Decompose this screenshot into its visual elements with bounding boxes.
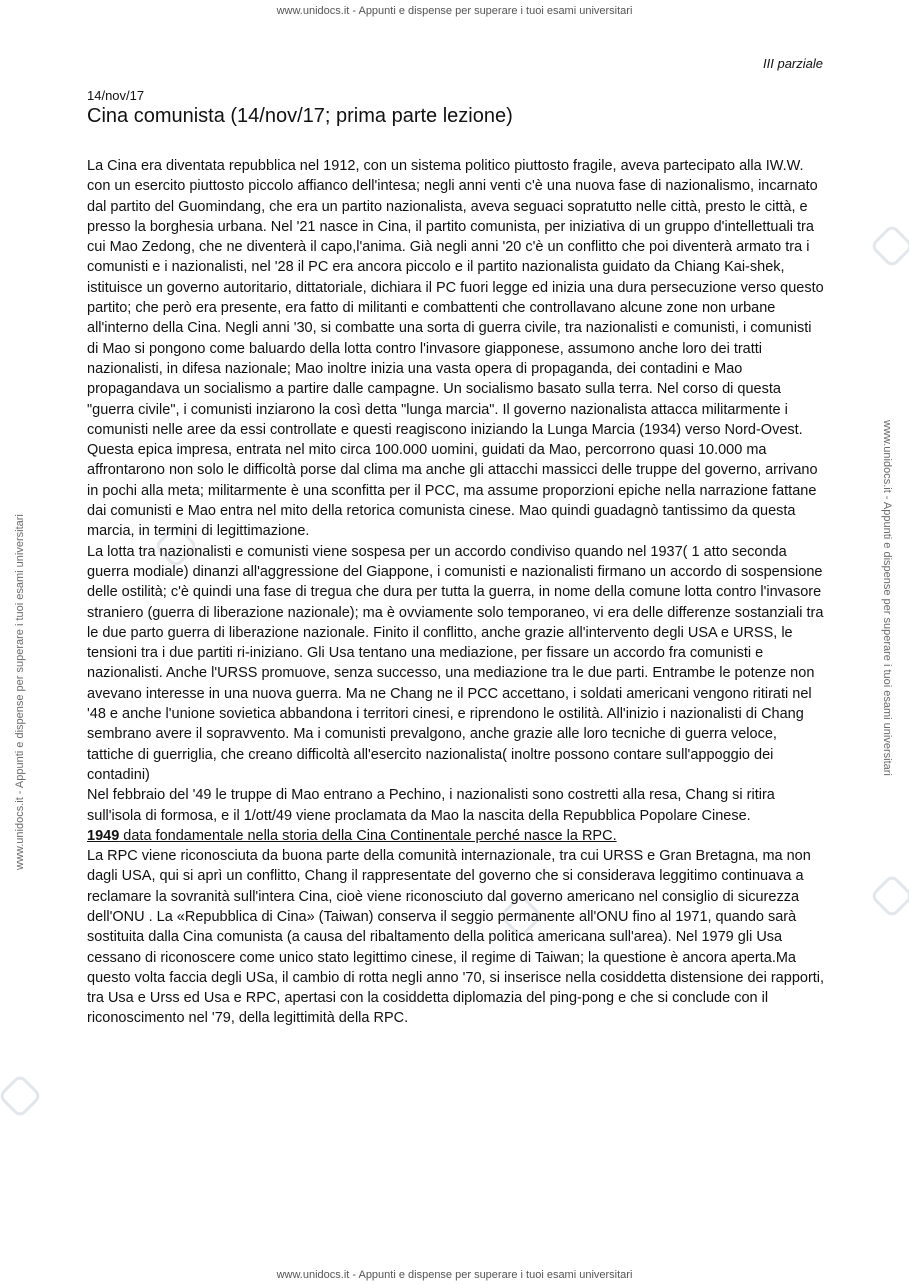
lecture-date: 14/nov/17 [87, 88, 145, 103]
watermark-logo-icon [869, 223, 909, 268]
watermark-bottom: www.unidocs.it - Appunti e dispense per superare i tuoi esami universitari [276, 1269, 633, 1281]
section-label: III parziale [763, 56, 823, 71]
watermark-right: www.unidocs.it - Appunti e dispense per superare i tuoi esami universitari [881, 420, 893, 776]
watermark-logo-icon [869, 873, 909, 918]
watermark-left: www.unidocs.it - Appunti e dispense per superare i tuoi esami universitari [14, 514, 26, 870]
watermark-top: www.unidocs.it - Appunti e dispense per superare i tuoi esami universitari [276, 5, 633, 17]
paragraph: La Cina era diventata repubblica nel 1912, con un sistema politico piuttosto fragile, aveva partecipato alla IW.W. con un esercito piuttosto piccolo affianco dell'intesa; negli anni venti c'è una nuova fase di nazionalismo, incarnato dal partito del Guomindang, che era un partito nazionalista, aveva seguaci sopratutto nelle città, presto le città, e presso la borghesia urbana. Nel '21 nasce in Cina, il partito comunista, per iniziativa di un gruppo d'intellettuali tra cui Mao Zedong, che ne diventerà il capo,l'anima. Già negli anni '20 c'è un conflitto che poi diventerà armato tra i comunisti e i nazionalisti, nel '28 il PC era ancora piccolo e il partito nazionalista guidato da Chiang Kai-shek, istituisce un governo autoritario, dittatoriale, dichiara il PC fuori legge ed inizia una dura persecuzione verso questo partito; che però era presente, era fatto di militanti e combattenti che controllavano alcune zone non urbane all'interno della Cina. Negli anni '30, si combatte una sorta di guerra civile, tra nazionalisti e comunisti, i comunisti di Mao si pongono come baluardo della lotta contro l'invasore giapponese, assumono anche loro dei tratti nazionalisti, in difesa nazionale; Mao inoltre inizia una vasta opera di propaganda, dei contadini e Mao propagandava un socialismo a partire dalle campagne. Un socialismo basato sulla terra. Nel corso di questa "guerra civile", i comunisti inziarono la così detta "lunga marcia". Il governo nazionalista attacca militarmente i comunisti nelle aree da essi controllate e questi reagiscono iniziando la Lunga Marcia (1934) verso Nord-Ovest. Questa epica impresa, entrata nel mito circa 100.000 uomini, guidati da Mao, percorrono quasi 10.000 ma affrontarono non solo le difficoltà porse dal clima ma anche gli attacchi massicci delle truppe del governo, arrivano in pochi alla meta; militarmente è una sconfitta per il PCC, ma assume proporzioni epiche nella narrazione fattane dai comunisti e Mao entra nel mito della retorica comunista cinese. Mao quindi guadagnò tantissimo da questa marcia, in termini di legittimazione. [87, 158, 824, 540]
paragraph: La RPC viene riconosciuta da buona parte della comunità internazionale, tra cui URSS e Gran Bretagna, ma non dagli USA, qui si aprì un conflitto, Chang il rappresentate del governo che si considerava leggitimo continuava a reclamare la sovranità sull'intera Cina, cioè viene riconosciuto dal governo americano nel consiglio di sicurezza dell'ONU . La «Repubblica di Cina» (Taiwan) conserva il seggio permanente all'ONU fino al 1971, quando sarà sostituita dalla Cina comunista (a causa del ribaltamento della politica americana sull'area). Nel 1979 gli Usa cessano di riconoscere come unico stato legittimo cinese, il regime di Taiwan; la questione è ancora aperta.Ma questo volta faccia degli USa, il cambio di rotta negli anno '70, si inserisce nella cosiddetta distensione dei rapporti, tra Usa e Urss ed Usa e RPC, apertasi con la cosiddetta diplomazia del ping-pong e che si conclude con il riconoscimento nel '79, della legittimità della RPC. [87, 848, 825, 1027]
paragraph: Nel febbraio del '49 le truppe di Mao entrano a Pechino, i nazionalisti sono costretti alla resa, Chang si ritira sull'isola di formosa, e il 1/ott/49 viene proclamata da Mao la nascita della Repubblica Popolare Cinese. [87, 787, 775, 824]
section-heading [87, 826, 825, 846]
page-title: Cina comunista (14/nov/17; prima parte lezione) [87, 105, 513, 127]
paragraph: La lotta tra nazionalisti e comunisti viene sospesa per un accordo condiviso quando nel 1937( 1 atto seconda guerra modiale) dinanzi all'aggressione del Giappone, i comunisti e nazionalisti firmano un accordo di sospensione delle ostilità; c'è quindi una fase di tregua che dura per tutta la guerra, in nome della comune lotta contro l'invasore straniero (guerra di liberazione nazionale); ma è ovviamente solo temporaneo, vi era delle differenze sostanziali tra le due parto guerra di liberazione nazionale. Finito il conflitto, anche grazie all'intervento degli USA e URSS, le tensioni tra i due partiti ri-iniziano. Gli Usa tentano una mediazione, per fissare un accordo fra comunisti e nazionalisti. Anche l'URSS promuove, senza successo, una mediazione tra le due parti. Entrambe le potenze non avevano interesse in una nuova guerra. Ma ne Chang ne il PCC accettano, i soldati americani vengono ritirati nel '48 e anche l'unione sovietica abbandona i territori cinesi, e riprendono le ostilità. All'inizio i nazionalisti di Chang sembrano avere il sopravvento. Ma i comunisti prevalgono, anche grazie alle loro tecniche di guerra veloce, tattiche di guerriglia, che creano difficoltà all'esercito nazionalista( inoltre possono contare sull'appoggio dei contadini) [87, 543, 824, 783]
watermark-logo-icon [0, 1073, 43, 1118]
heading-year: 1949 [87, 827, 120, 844]
heading-text: data fondamentale nella storia della Cina Continentale perché nasce la RPC. [119, 827, 617, 844]
document-body [87, 156, 825, 1029]
